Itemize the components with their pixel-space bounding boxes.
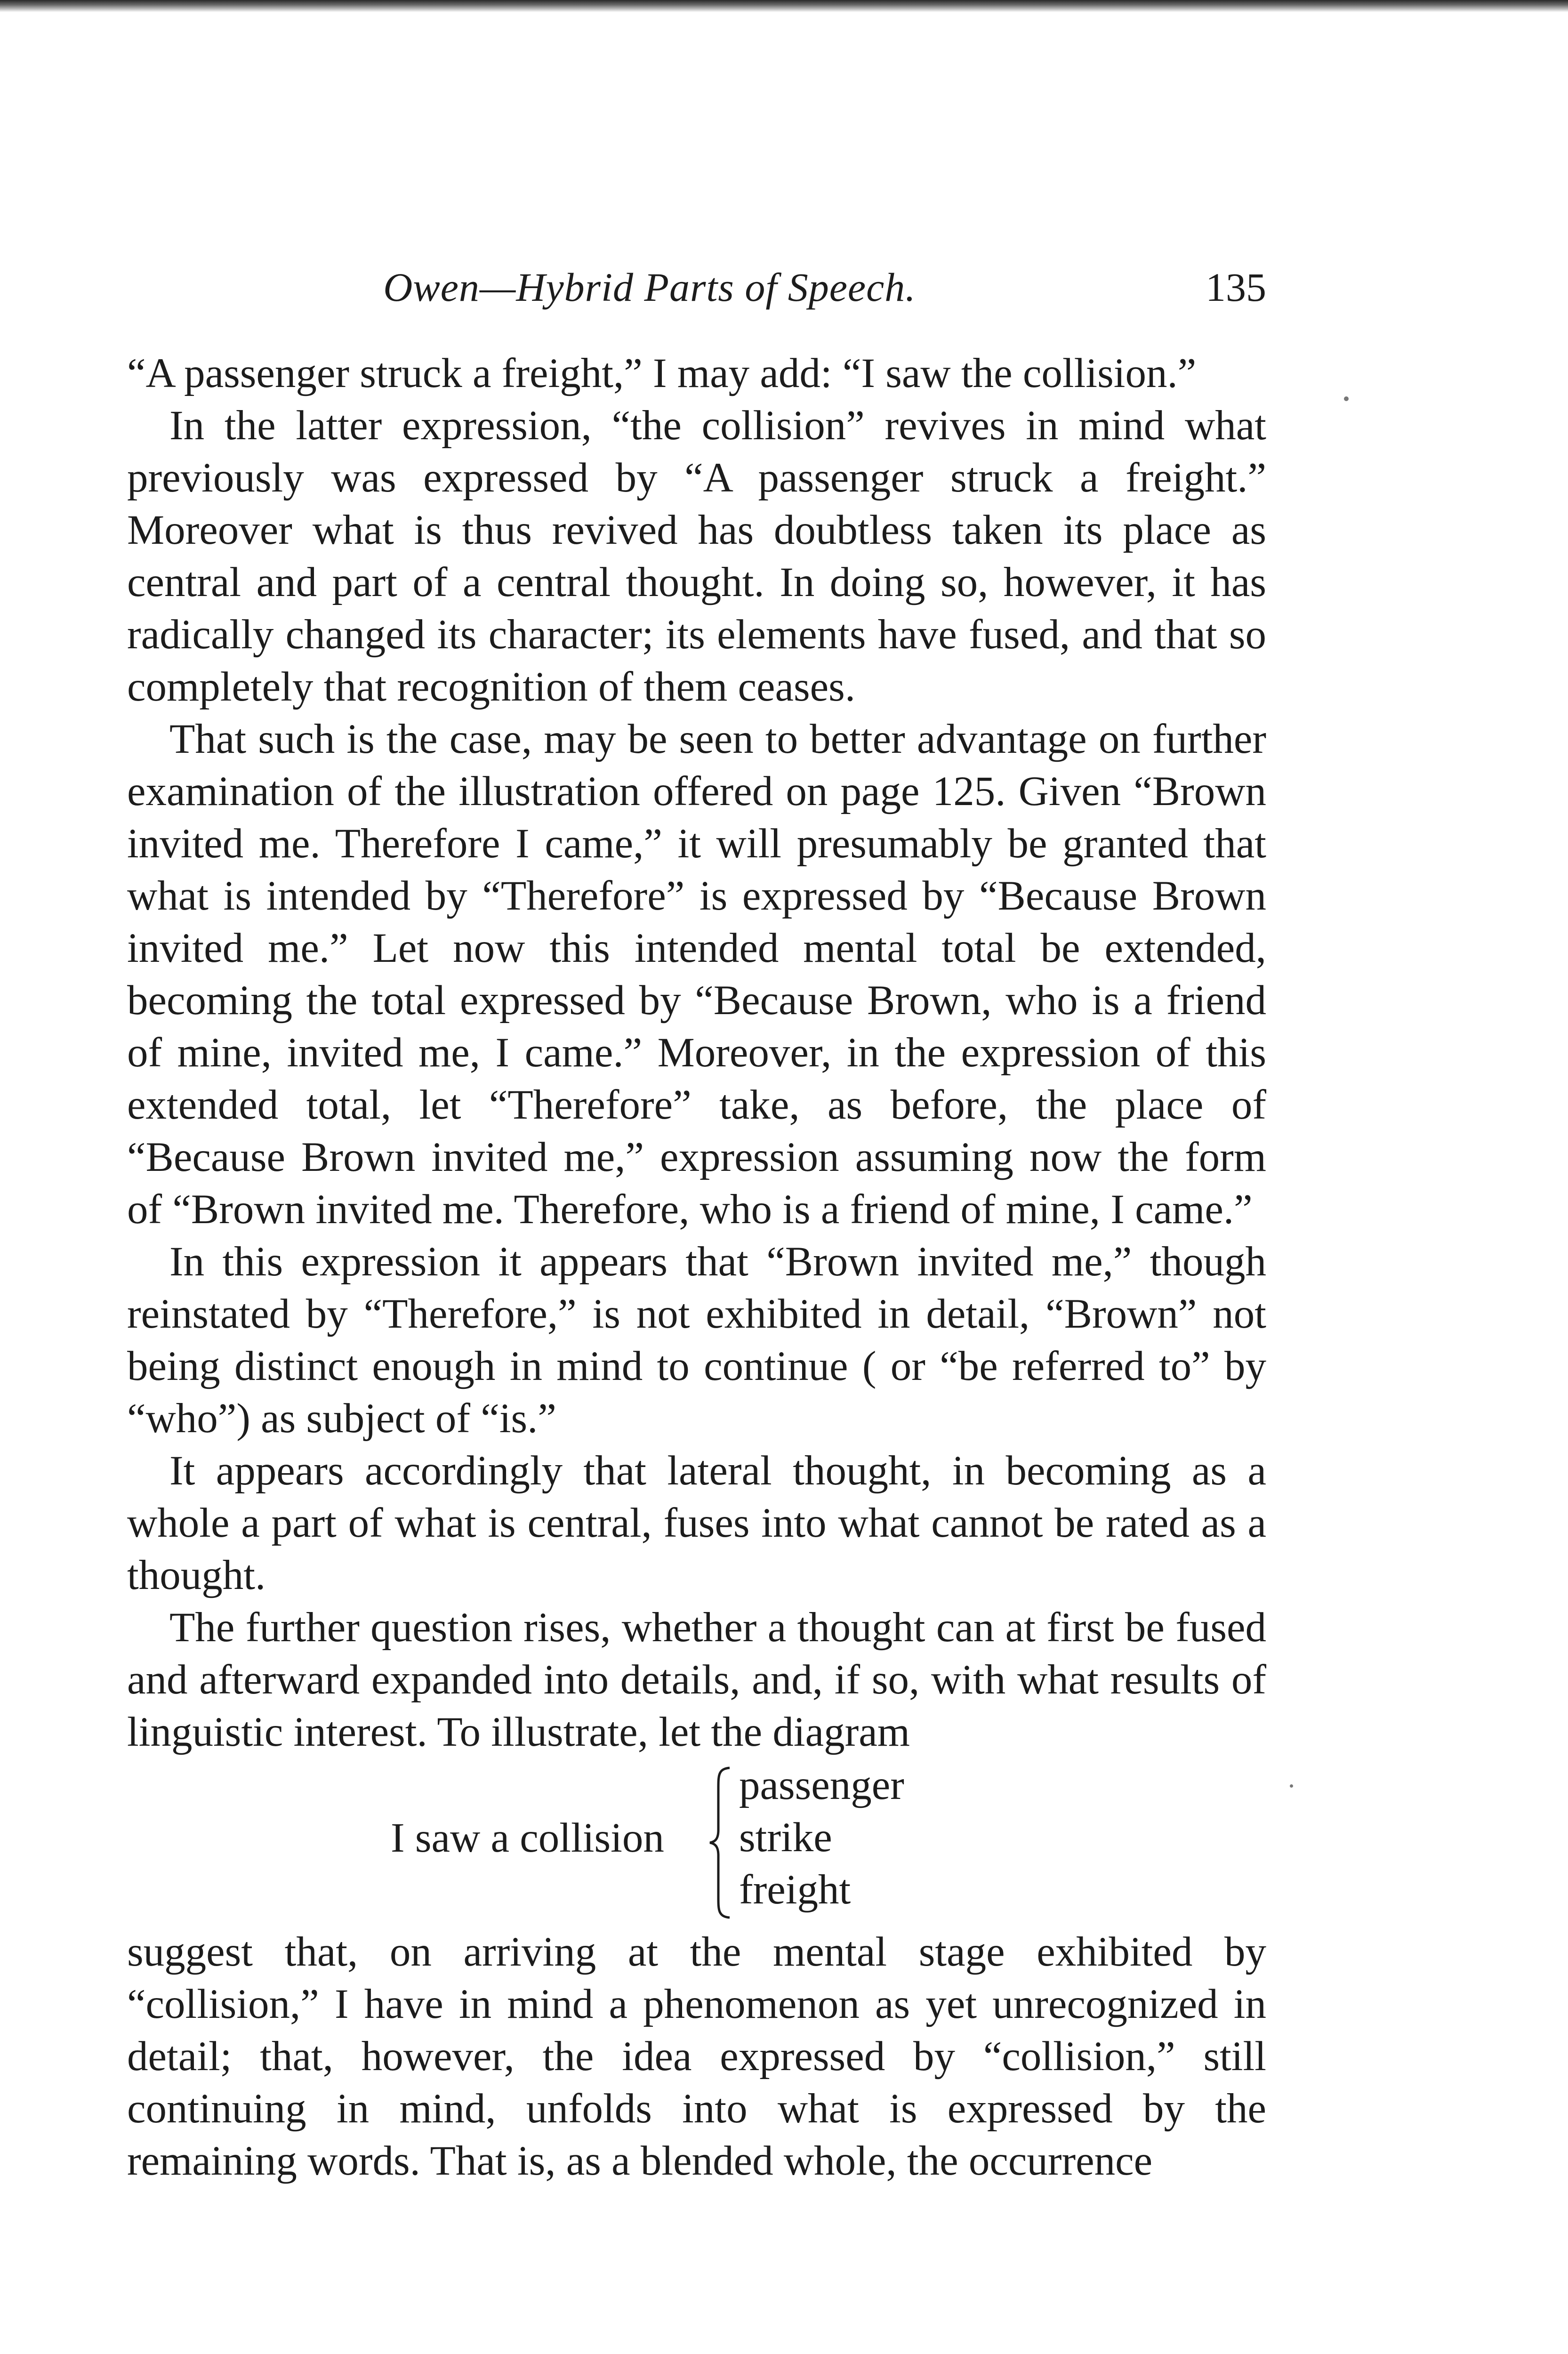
paragraph-1: “A passenger struck a freight,” I may add: “I saw the collision.” [127, 350, 1197, 396]
scan-speck [1290, 1784, 1293, 1788]
paragraph-4: In this expression it appears that “Brown invited me,” though reinstated by “Therefore,” is not exhibited in detail, “Brown” not being distinct enough in mind to continue ( or “be referred to” by “who”) as subject of “is.” [127, 1239, 1266, 1442]
page-body [127, 347, 1266, 2187]
paragraph-6: The further question rises, whether a thought can at first be fused and afterward expanded into details, and, if so, with what results of linguistic interest. To illustrate, let the diagram [127, 1604, 1266, 1755]
diagram-item-strike: strike [739, 1814, 832, 1861]
curly-brace-icon [706, 1765, 734, 1920]
page-header [127, 264, 1266, 325]
diagram-lead-text: I saw a collision [391, 1815, 664, 1861]
paragraph-5: It appears accordingly that lateral thought, in becoming as a whole a part of what is central, fuses into what cannot be rated as a thought. [127, 1448, 1266, 1598]
diagram-item-passenger: passenger [739, 1762, 904, 1808]
running-title: Owen—Hybrid Parts of Speech. [383, 265, 916, 310]
scan-top-edge [0, 0, 1568, 12]
brace-diagram [127, 1759, 1266, 1919]
diagram-items [739, 1759, 904, 1916]
paragraph-closing: suggest that, on arriving at the mental stage exhibited by “collision,” I have in mind a phenomenon as yet unrecognized in detail; that, however, the idea expressed by “collision,” still continuing in mind, unfolds into what is expressed by the remaining words. That is, as a blended whole, the occurrence [127, 1929, 1266, 2184]
diagram-item-freight: freight [739, 1867, 851, 1913]
paragraph-2: In the latter expression, “the collision” revives in mind what previously was expressed by “A passenger struck a freight.” Moreover what is thus revived has doubtless taken its place as central and part of a central thought. In doing so, however, it has radically changed its character; its elements have fused, and that so completely that recognition of them ceases. [127, 403, 1266, 710]
paragraph-3: That such is the case, may be seen to better advantage on further examination of the illustration offered on page 125. Given “Brown invited me. Therefore I came,” it will presumably be granted that what is intended by “Therefore” is expressed by “Because Brown invited me.” Let now this intended mental total be extended, becoming the total expressed by “Because Brown, who is a friend of mine, invited me, I came.” Moreover, in the expression of this extended total, let “Therefore” take, as before, the place of “Because Brown invited me,” expression assuming now the form of “Brown invited me. Therefore, who is a friend of mine, I came.” [127, 716, 1266, 1233]
page-number: 135 [1206, 265, 1266, 310]
scan-speck [1344, 396, 1349, 401]
